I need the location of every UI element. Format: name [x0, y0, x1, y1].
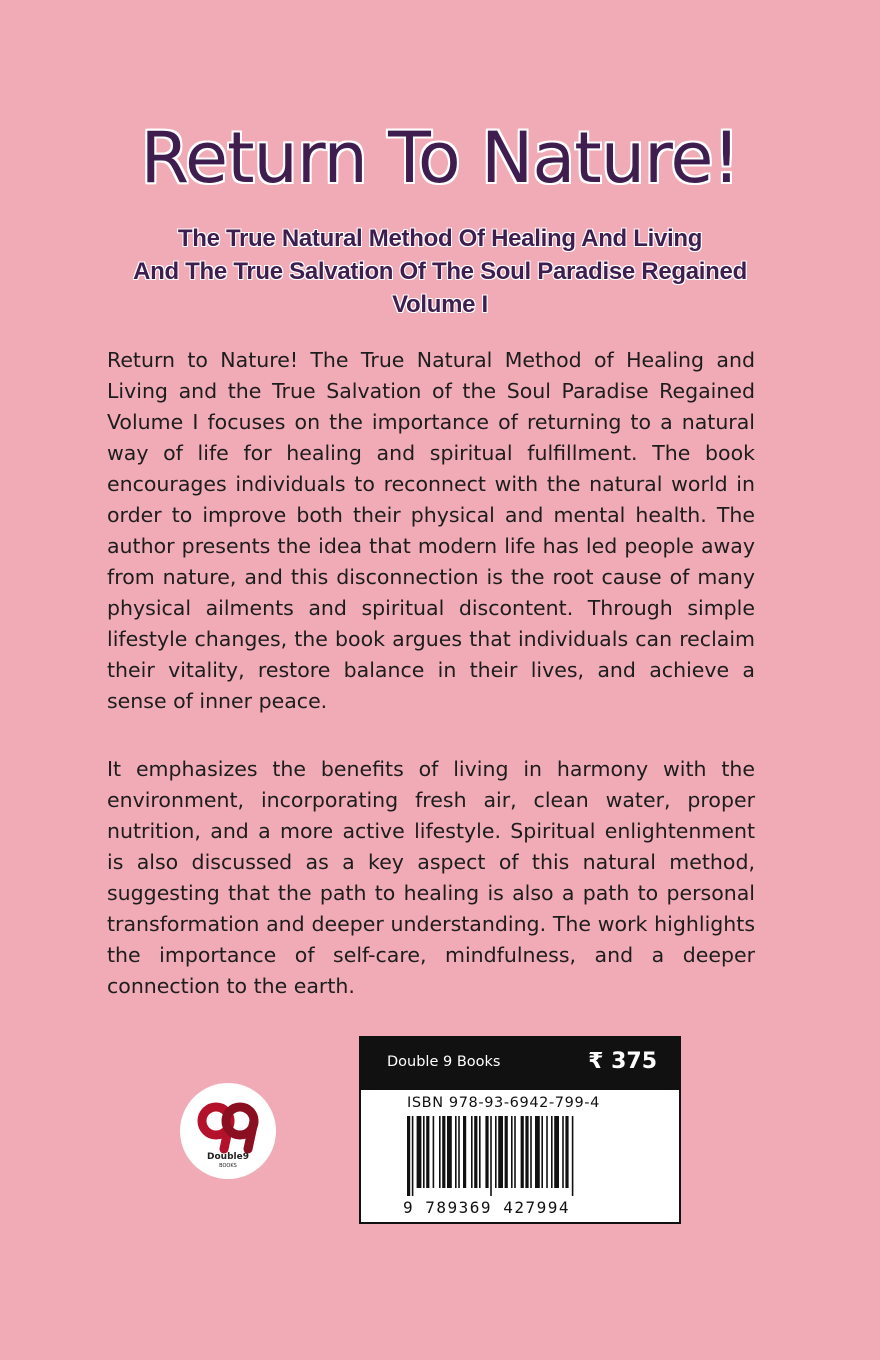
barcode-icon [403, 1116, 643, 1200]
subtitle-line-2: And The True Salvation Of The Soul Paradise Regained [133, 258, 747, 285]
description-paragraph-2: It emphasizes the benefits of living in harmony with the environment, incorporating fresh air, clean water, proper nutrition, and a more active lifestyle. Spiritual enlightenment is also discussed as a key aspect of this natural method, suggesting that the path to healing is also a path to personal transformation and deeper understanding. The work highlights the importance of self-care, mindfulness, and a deeper connection to the earth. [107, 757, 755, 998]
barcode-bar [554, 1116, 559, 1188]
barcode-bar [495, 1116, 497, 1188]
barcode-bar [412, 1116, 414, 1196]
barcode-bar [479, 1116, 481, 1188]
barcode-bar [458, 1116, 460, 1188]
barcode-block [359, 1036, 681, 1224]
barcode-bar [455, 1116, 457, 1188]
subtitle-line-3: Volume I [392, 291, 488, 318]
barcode-bar [535, 1116, 540, 1188]
barcode-bar [546, 1116, 548, 1188]
barcode-bar [514, 1116, 516, 1188]
barcode-bar [551, 1116, 553, 1188]
subtitle-line-1: The True Natural Method Of Healing And Living [177, 225, 703, 252]
publisher-logo [180, 1083, 276, 1179]
price-label: ₹ 375 [588, 1049, 657, 1074]
barcode-bar [525, 1116, 528, 1188]
barcode-bar [423, 1116, 425, 1188]
barcode-bar [447, 1116, 452, 1188]
publisher-name: Double 9 Books [387, 1054, 501, 1070]
barcode-bar [521, 1116, 524, 1188]
barcode-digits: 9 789369 427994 [403, 1198, 570, 1217]
barcode-bar [511, 1116, 513, 1188]
barcode-bar [433, 1116, 435, 1188]
barcode-bar [417, 1116, 422, 1188]
barcode-bar [541, 1116, 543, 1188]
barcode-bar [442, 1116, 445, 1188]
barcode-bar [498, 1116, 503, 1188]
book-title: Return To Nature! [140, 117, 740, 199]
isbn-label: ISBN 978-93-6942-799-4 [407, 1095, 600, 1111]
barcode-header [361, 1038, 679, 1090]
barcode-bar [505, 1116, 508, 1188]
logo-text: Double9 [207, 1152, 249, 1162]
barcode-bar [439, 1116, 441, 1188]
barcode-bar [490, 1116, 492, 1196]
barcode-bar [485, 1116, 488, 1188]
double9-logo-icon [180, 1083, 276, 1179]
barcode-bar [426, 1116, 429, 1188]
barcode-bar [572, 1116, 574, 1196]
barcode-bar [471, 1116, 473, 1188]
barcode-bar [463, 1116, 466, 1188]
barcode-bar [565, 1116, 568, 1188]
logo-subtext: BOOKS [219, 1163, 237, 1169]
description-paragraph-1: Return to Nature! The True Natural Method of Healing and Living and the True Salvation of the Soul Paradise Regained Volume I focuses on the importance of returning to a natural way of life for healing and spiritual fulfillment. The book encourages individuals to reconnect with the natural world in order to improve both their physical and mental health. The author presents the idea that modern life has led people away from nature, and this disconnection is the root cause of many physical ailments and spiritual discontent. Through simple lifestyle changes, the book argues that individuals can reclaim their vitality, restore balance in their lives, and achieve a sense of inner peace. [107, 348, 755, 713]
barcode-bar [562, 1116, 564, 1188]
book-subtitle [60, 222, 820, 321]
barcode-bar [474, 1116, 477, 1188]
barcode-bar [530, 1116, 532, 1188]
barcode-bar [407, 1116, 410, 1196]
